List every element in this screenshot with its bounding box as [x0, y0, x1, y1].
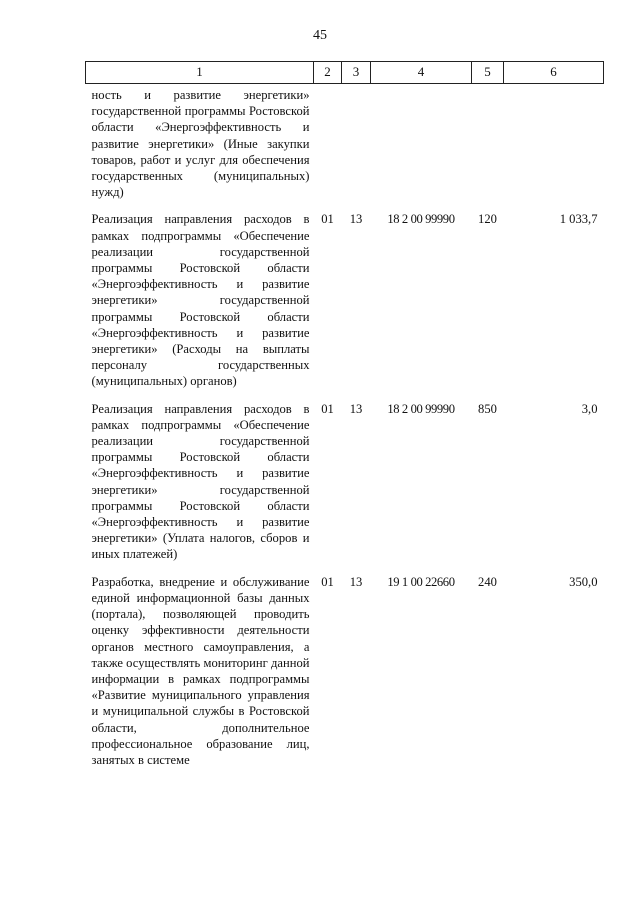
page-number: 45	[313, 28, 327, 43]
column-header-4: 4	[371, 62, 472, 84]
row-expense-type: 120	[478, 212, 497, 227]
row-section: 01	[321, 574, 334, 589]
row-section	[314, 84, 342, 201]
table-row	[86, 200, 604, 389]
column-header-6: 6	[504, 62, 604, 84]
row-description: ность и развитие энергетики» государственной программы Ростовской области «Энергоэффективность и развитие энергетики» (Иные закупки товаров, работ и услуг для обеспечения государственных (муниципальных) нужд)	[91, 88, 310, 200]
row-section: 01	[321, 401, 334, 416]
row-target-code: 18 2 00 99990	[387, 401, 455, 416]
row-description: Реализация направления расходов в рамках подпрограммы «Обеспечение реализации государственной программы Ростовской области «Энергоэффективность и развитие энергетики» государственной программы Ростовской области «Энергоэффективность и развитие энергетики» (Расходы на выплаты персоналу государственных (муниципальных) органов)	[91, 212, 310, 389]
table-header-row	[86, 62, 604, 84]
row-target-code: 18 2 00 99990	[387, 212, 455, 227]
row-description: Разработка, внедрение и обслуживание единой информационной базы данных (портала), позволяющей проводить оценку эффективности деятельности органов местного самоуправления, а также осуществлять мониторинг данной информации в рамках подпрограммы «Развитие муниципального управления и муниципальной службы в Ростовской области, дополнительное профессиональное образование лиц, занятых в системе	[91, 574, 310, 767]
table-row	[86, 84, 604, 201]
row-section: 01	[321, 212, 334, 227]
row-amount: 3,0	[581, 401, 598, 416]
budget-table	[85, 61, 604, 768]
row-expense-type: 240	[478, 574, 497, 589]
row-subsection	[342, 84, 371, 201]
row-subsection: 13	[349, 401, 363, 416]
row-amount: 1 033,7	[559, 212, 598, 227]
row-amount: 350,0	[569, 574, 598, 589]
table-row	[86, 563, 604, 768]
column-header-2: 2	[314, 62, 342, 84]
row-subsection: 13	[349, 212, 363, 227]
column-header-3: 3	[342, 62, 371, 84]
row-target-code	[371, 84, 472, 201]
row-expense-type	[472, 84, 504, 201]
row-amount	[504, 84, 604, 201]
table-row	[86, 390, 604, 563]
row-target-code: 19 1 00 22660	[387, 574, 455, 589]
row-expense-type: 850	[478, 401, 497, 416]
column-header-1: 1	[86, 62, 314, 84]
row-subsection: 13	[349, 574, 363, 589]
column-header-5: 5	[472, 62, 504, 84]
row-description: Реализация направления расходов в рамках подпрограммы «Обеспечение реализации государственной программы Ростовской области «Энергоэффективность и развитие энергетики» государственной программы Ростовской области «Энергоэффективность и развитие энергетики» (Уплата налогов, сборов и иных платежей)	[91, 401, 310, 562]
